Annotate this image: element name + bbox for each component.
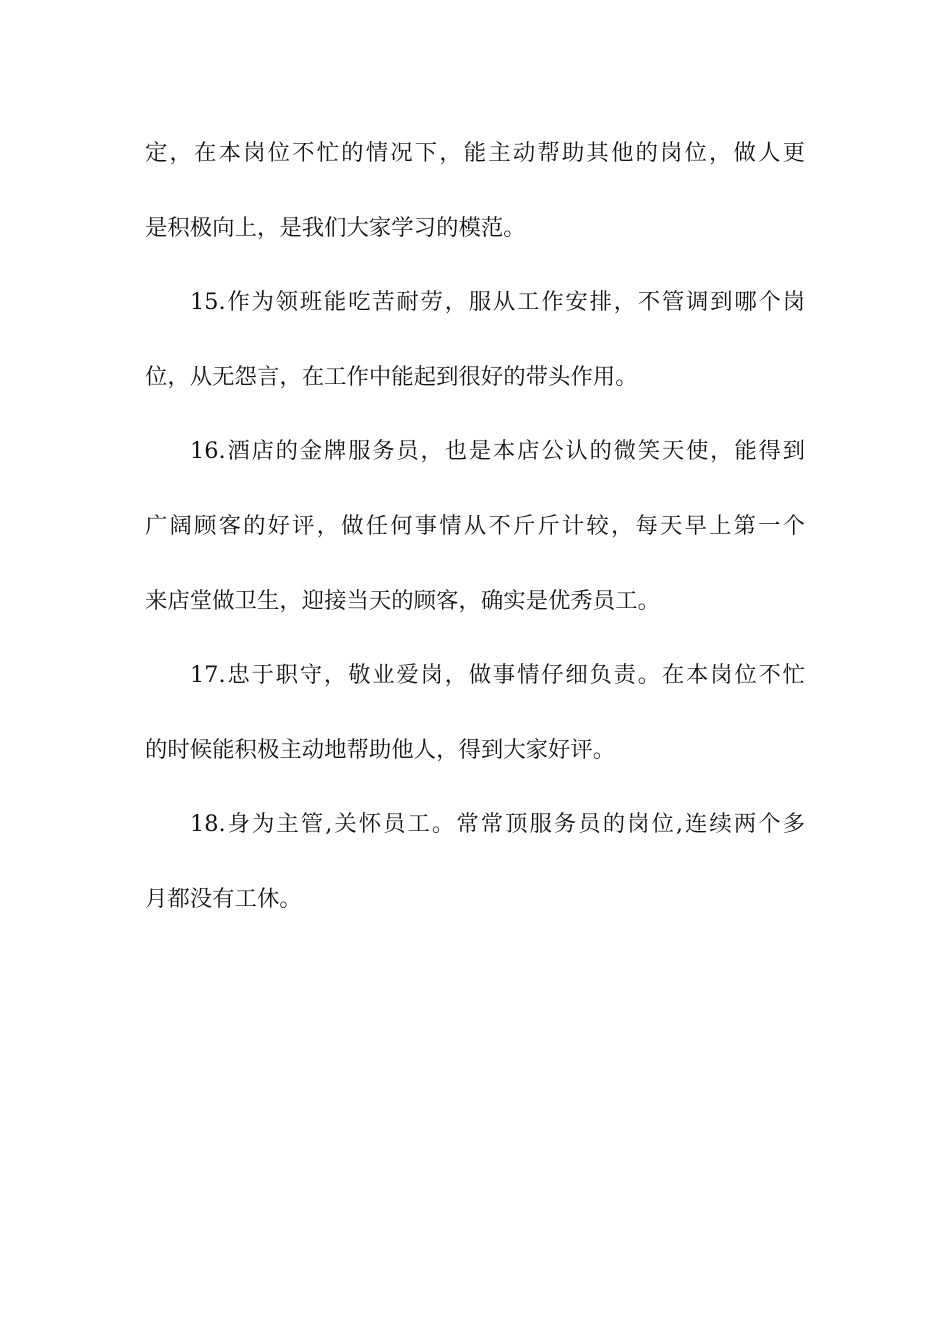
text-line: 来店堂做卫生，迎接当天的顾客，确实是优秀员工。 xyxy=(145,587,660,614)
document-body xyxy=(145,122,805,943)
item-16-line: 16.酒店的金牌服务员，也是本店公认的微笑天使，能得到 xyxy=(190,438,805,465)
text-line: 广阔顾客的好评，做任何事情从不斤斤计较，每天早上第一个 xyxy=(145,512,805,539)
text-line: 定，在本岗位不忙的情况下，能主动帮助其他的岗位，做人更 xyxy=(145,140,805,166)
text-line: 位，从无怨言，在工作中能起到很好的带头作用。 xyxy=(145,363,638,390)
text-line: 是积极向上，是我们大家学习的模范。 xyxy=(145,214,526,241)
text-line: 月都没有工休。 xyxy=(145,885,302,912)
item-15-line: 15.作为领班能吃苦耐劳，服从工作安排，不管调到哪个岗 xyxy=(190,289,805,316)
text-line: 的时候能积极主动地帮助他人，得到大家好评。 xyxy=(145,736,616,763)
item-18-line: 18.身为主管,关怀员工。常常顶服务员的岗位,连续两个多 xyxy=(190,811,805,838)
item-17-line: 17.忠于职守，敬业爱岗，做事情仔细负责。在本岗位不忙 xyxy=(190,662,805,689)
